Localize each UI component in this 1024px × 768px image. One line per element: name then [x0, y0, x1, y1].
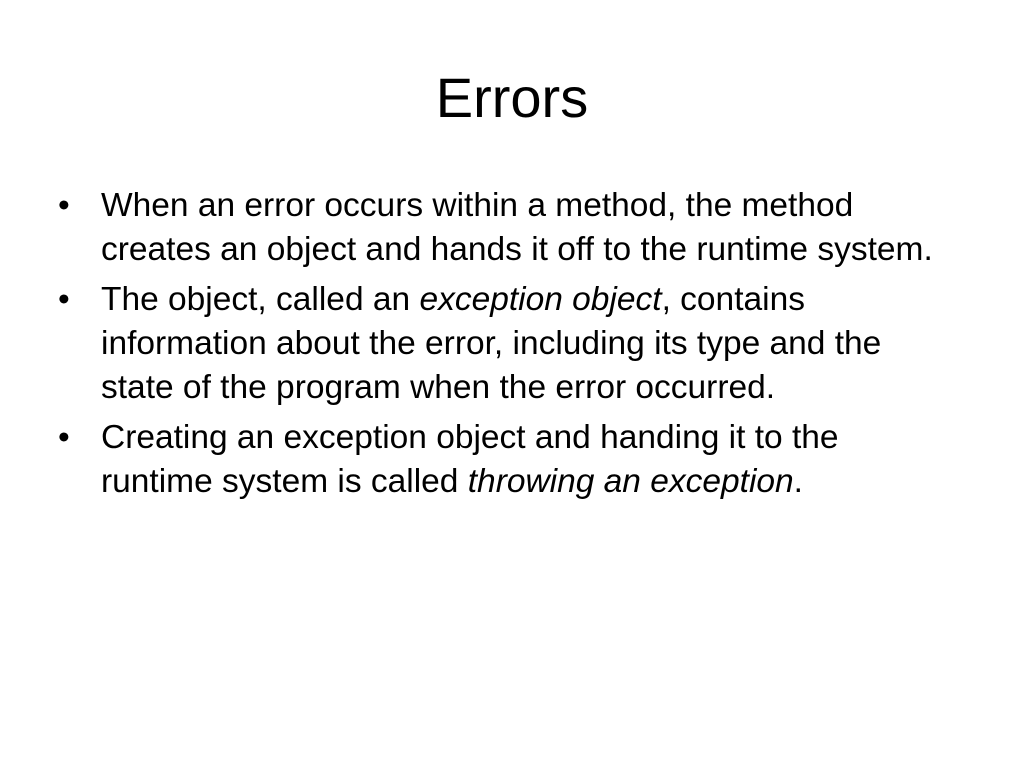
bullet-marker: •	[58, 187, 70, 224]
bullet-emphasis: exception object	[419, 281, 662, 318]
bullet-text: The object, called an	[101, 281, 420, 318]
bullet-item	[58, 278, 958, 410]
bullet-text: Creating an exception object and handing it to the runtime system is called	[101, 419, 839, 500]
bullet-emphasis: throwing an exception	[467, 463, 794, 500]
bullet-text: .	[793, 463, 803, 500]
bullet-list	[58, 184, 958, 510]
bullet-text: When an error occurs within a method, the method creates an object and hands it off to the runtime system.	[101, 187, 933, 268]
bullet-item	[58, 184, 958, 272]
bullet-marker: •	[58, 281, 70, 318]
bullet-marker: •	[58, 419, 70, 456]
slide-title: Errors	[435, 66, 589, 129]
bullet-item	[58, 416, 958, 504]
bullet-text: , contains information about the error, including its type and the state of the program when the error occurred.	[101, 281, 882, 406]
